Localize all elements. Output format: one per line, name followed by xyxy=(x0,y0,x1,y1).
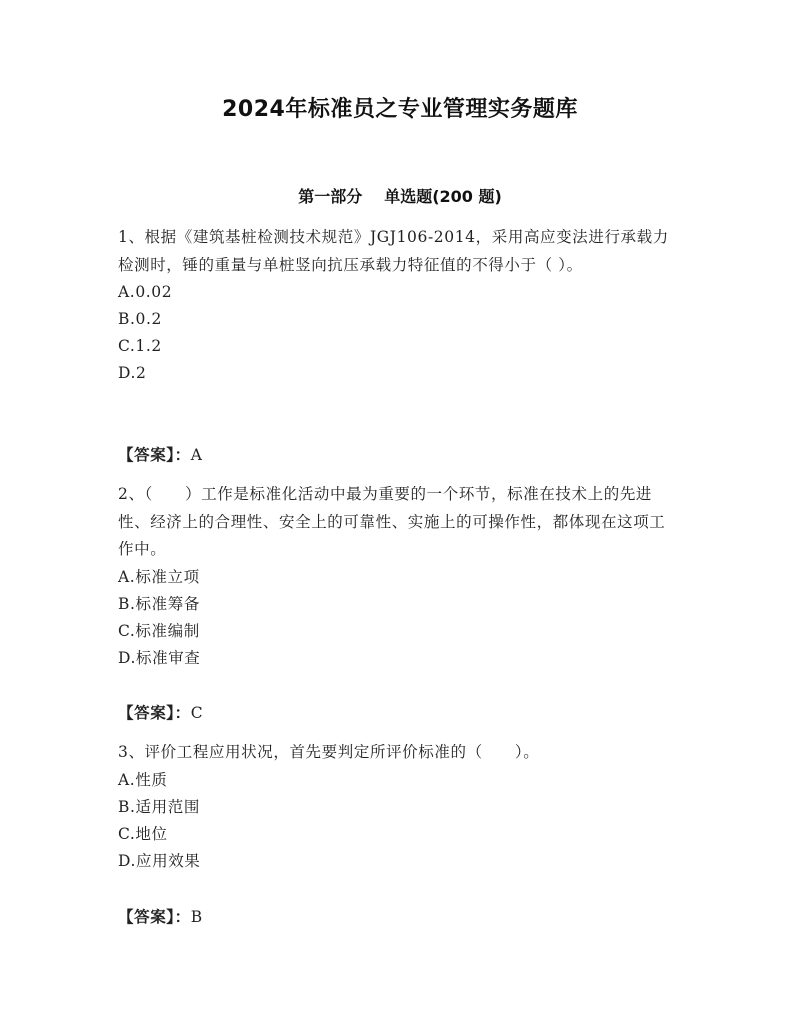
option-a: A.0.02 xyxy=(118,283,173,301)
answer-label: 【答案】： xyxy=(118,446,191,464)
document-title: 2024年标准员之专业管理实务题库 xyxy=(222,97,578,122)
question-2 xyxy=(118,481,678,672)
option-c: C.1.2 xyxy=(118,337,162,355)
option-d: D.2 xyxy=(118,364,147,382)
answer-label: 【答案】： xyxy=(118,908,191,926)
answer-2 xyxy=(118,701,203,723)
answer-label: 【答案】： xyxy=(118,704,191,722)
answer-value: C xyxy=(190,704,204,722)
option-b: B.0.2 xyxy=(118,310,162,328)
answer-1 xyxy=(118,443,203,465)
option-b: B.适用范围 xyxy=(118,797,200,816)
answer-3 xyxy=(118,905,203,927)
section-subtitle: 单选题(200 题) xyxy=(384,187,502,206)
option-c: C.地位 xyxy=(118,824,168,843)
question-stem: 1、根据《建筑基桩检测技术规范》JGJ106-2014，采用高应变法进行承载力检测时，锤的重量与单桩竖向抗压承载力特征值的不得小于（ ）。 xyxy=(118,228,669,274)
question-stem: 2、（ ）工作是标准化活动中最为重要的一个环节，标准在技术上的先进性、经济上的合理性、安全上的可靠性、实施上的可操作性，都体现在这项工作中。 xyxy=(118,485,666,558)
option-d: D.应用效果 xyxy=(118,851,201,870)
question-1 xyxy=(118,224,678,387)
option-a: A.标准立项 xyxy=(118,567,200,586)
option-d: D.标准审查 xyxy=(118,648,201,667)
section-title: 第一部分 xyxy=(298,187,363,206)
question-stem: 3、评价工程应用状况，首先要判定所评价标准的（ ）。 xyxy=(118,743,540,761)
option-c: C.标准编制 xyxy=(118,621,200,640)
answer-value: B xyxy=(190,908,203,926)
option-b: B.标准筹备 xyxy=(118,594,200,613)
answer-value: A xyxy=(190,446,203,464)
option-a: A.性质 xyxy=(118,770,168,789)
section-heading xyxy=(0,184,800,207)
question-3 xyxy=(118,739,678,875)
